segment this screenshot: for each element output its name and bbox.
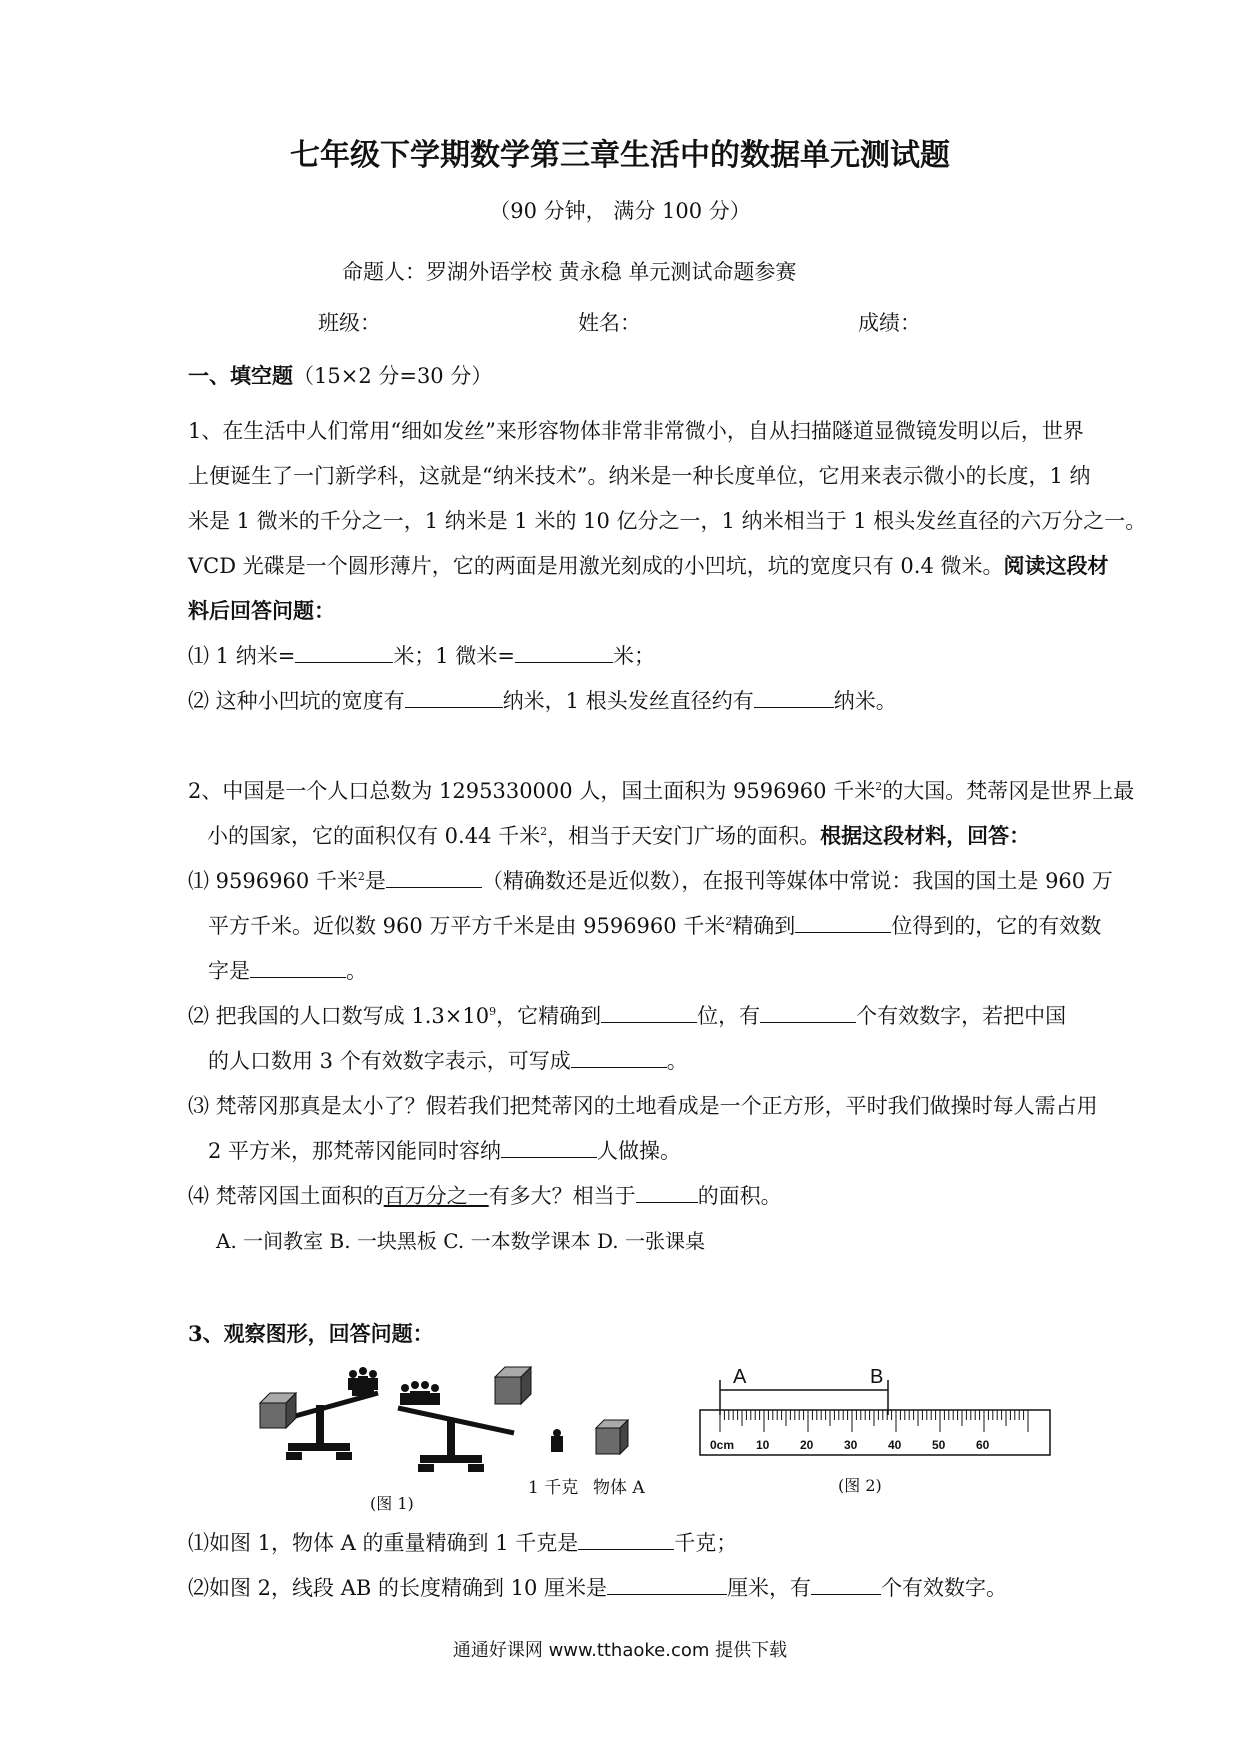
- q1-instruction-b: 料后回答问题：: [188, 598, 335, 623]
- q3-sub-1: [188, 1527, 737, 1557]
- q2-s2-f: 。: [666, 1049, 688, 1073]
- q2-s2-d: 个有效数字，若把中国: [856, 1004, 1067, 1028]
- weight-1kg-icon: [551, 1429, 563, 1452]
- q2-s4-underlined: 百万分之一: [383, 1184, 489, 1208]
- ruler-ticks: [720, 1410, 1028, 1432]
- q3-s2-a: ⑵如图 2，线段 AB 的长度精确到 10 厘米是: [188, 1576, 608, 1600]
- point-b-label: B: [870, 1366, 884, 1388]
- author-line: 命题人：罗湖外语学校 黄永稳 单元测试命题参赛: [342, 260, 797, 284]
- q2-instruction: 根据这段材料，回答：: [820, 823, 1031, 848]
- section-title: 一、填空题: [188, 363, 293, 388]
- answer-blank[interactable]: [811, 1574, 881, 1595]
- q1-line-1: 1、在生活中人们常用“细如发丝”来形容物体非常非常微小，自从扫描隧道显微镜发明以后，世界: [188, 419, 1084, 443]
- q2-s1-b: 是: [364, 869, 386, 893]
- q2-s1-f: 位得到的，它的有效数: [891, 914, 1102, 938]
- q2-s1-d: 平方千米。近似数 960 万平方千米是由 9596960 千米: [208, 914, 726, 938]
- balance-scale-1: [260, 1367, 378, 1460]
- q1-s1-b: 米；1 微米=: [393, 644, 515, 668]
- ruler-number: 30: [844, 1438, 858, 1452]
- ruler-number: 50: [932, 1438, 946, 1452]
- answer-blank[interactable]: [578, 1529, 674, 1550]
- q2-s1-a: ⑴ 9596960 千米: [188, 869, 358, 893]
- q2-s1-h: 。: [346, 959, 367, 983]
- superscript: 2: [540, 825, 548, 838]
- object-label: 物体 A: [593, 1478, 645, 1498]
- superscript: 2: [875, 780, 883, 793]
- balance-scale-2: [398, 1367, 531, 1472]
- fig2-caption: (图 2): [838, 1476, 882, 1495]
- q3-s1-b: 千克；: [674, 1531, 738, 1555]
- q2-s2-e: 的人口数用 3 个有效数字表示，可写成: [208, 1049, 571, 1073]
- answer-blank[interactable]: [607, 1574, 727, 1595]
- q3-title: 3、观察图形，回答问题：: [188, 1321, 434, 1346]
- ruler-number: 0cm: [710, 1438, 735, 1452]
- q1-s1-a: ⑴ 1 纳米=: [188, 644, 296, 668]
- superscript: 2: [357, 870, 365, 883]
- score-label: 成绩：: [858, 311, 921, 335]
- q3-s2-b: 厘米，有: [727, 1576, 812, 1600]
- q1-s2-a: ⑵ 这种小凹坑的宽度有: [188, 689, 405, 713]
- object-a-cube-icon: [596, 1420, 628, 1454]
- q1-instruction-a: 阅读这段材: [1003, 553, 1109, 578]
- footer: 通通好课网 www.tthaoke.com 提供下载: [452, 1640, 788, 1661]
- ruler-number: 20: [800, 1438, 814, 1452]
- q2-s3-c: 人做操。: [597, 1139, 682, 1163]
- ruler-number: 60: [976, 1438, 990, 1452]
- ruler-number: 10: [756, 1438, 770, 1452]
- q2-s4-a: ⑷ 梵蒂冈国土面积的: [188, 1184, 384, 1208]
- q2-s4-b: 有多大？相当于: [488, 1184, 636, 1208]
- page-title: 七年级下学期数学第三章生活中的数据单元测试题: [290, 138, 950, 173]
- q2-s3-b: 2 平方米，那梵蒂冈能同时容纳: [208, 1139, 502, 1163]
- q1-s2-b: 纳米，1 根头发丝直径约有: [502, 689, 754, 713]
- ruler-number: 40: [888, 1438, 902, 1452]
- point-a-label: A: [733, 1366, 747, 1388]
- q2-s2-c: 位，有: [697, 1004, 761, 1028]
- q2-options: A. 一间教室 B. 一块黑板 C. 一本数学课本 D. 一张课桌: [216, 1229, 705, 1253]
- section-points: （15×2 分=30 分）: [293, 364, 493, 388]
- q3-s1-a: ⑴如图 1，物体 A 的重量精确到 1 千克是: [188, 1531, 579, 1555]
- superscript: 9: [489, 1005, 497, 1018]
- q1-s2-c: 纳米。: [833, 689, 897, 713]
- q2-sub-3-line-1: ⑶ 梵蒂冈那真是太小了？假若我们把梵蒂冈的土地看成是一个正方形，平时我们做操时每人需占用: [188, 1094, 1098, 1118]
- q2-l2-b: ，相当于天安门广场的面积。: [547, 824, 821, 848]
- q2-s1-e: 精确到: [732, 914, 796, 938]
- q1-line-2: 上便诞生了一门新学科，这就是“纳米技术”。纳米是一种长度单位，它用来表示微小的长度，1 纳: [188, 464, 1091, 488]
- q2-s2-b: ，它精确到: [496, 1004, 602, 1028]
- fig1-caption: (图 1): [370, 1494, 414, 1513]
- q2-l1-b: 的大国。梵蒂冈是世界上最: [882, 779, 1135, 803]
- q2-s4-c: 的面积。: [697, 1184, 782, 1208]
- q3-s2-c: 个有效数字。: [881, 1576, 1008, 1600]
- exam-time-score: （90 分钟， 满分 100 分）: [489, 199, 751, 223]
- class-label: 班级：: [318, 311, 381, 335]
- q2-l2-a: 小的国家，它的面积仅有 0.44 千米: [207, 824, 541, 848]
- q2-s2-a: ⑵ 把我国的人口数写成 1.3×10: [188, 1004, 490, 1028]
- superscript: 2: [725, 915, 733, 928]
- q2-s1-g: 字是: [208, 959, 250, 983]
- q2-l1-a: 2、中国是一个人口总数为 1295330000 人，国土面积为 9596960 千米: [188, 779, 876, 803]
- q2-s1-c: （精确数还是近似数），在报刊等媒体中常说：我国的国土是 960 万: [481, 869, 1113, 893]
- ruler-numbers: [710, 1438, 990, 1452]
- q1-s1-c: 米；: [612, 644, 655, 668]
- ruler-figure: [700, 1380, 1050, 1455]
- name-label: 姓名：: [578, 311, 641, 335]
- q1-line-3: 米是 1 微米的千分之一，1 纳米是 1 米的 10 亿分之一，1 纳米相当于 1 根头发丝直径的六万分之一。: [188, 509, 1147, 533]
- q1-line-4-text: VCD 光碟是一个圆形薄片，它的两面是用激光刻成的小凹坑，坑的宽度只有 0.4 微米。: [188, 554, 1004, 578]
- weight-label: 1 千克: [528, 1478, 579, 1498]
- q3-sub-2: [188, 1572, 1007, 1602]
